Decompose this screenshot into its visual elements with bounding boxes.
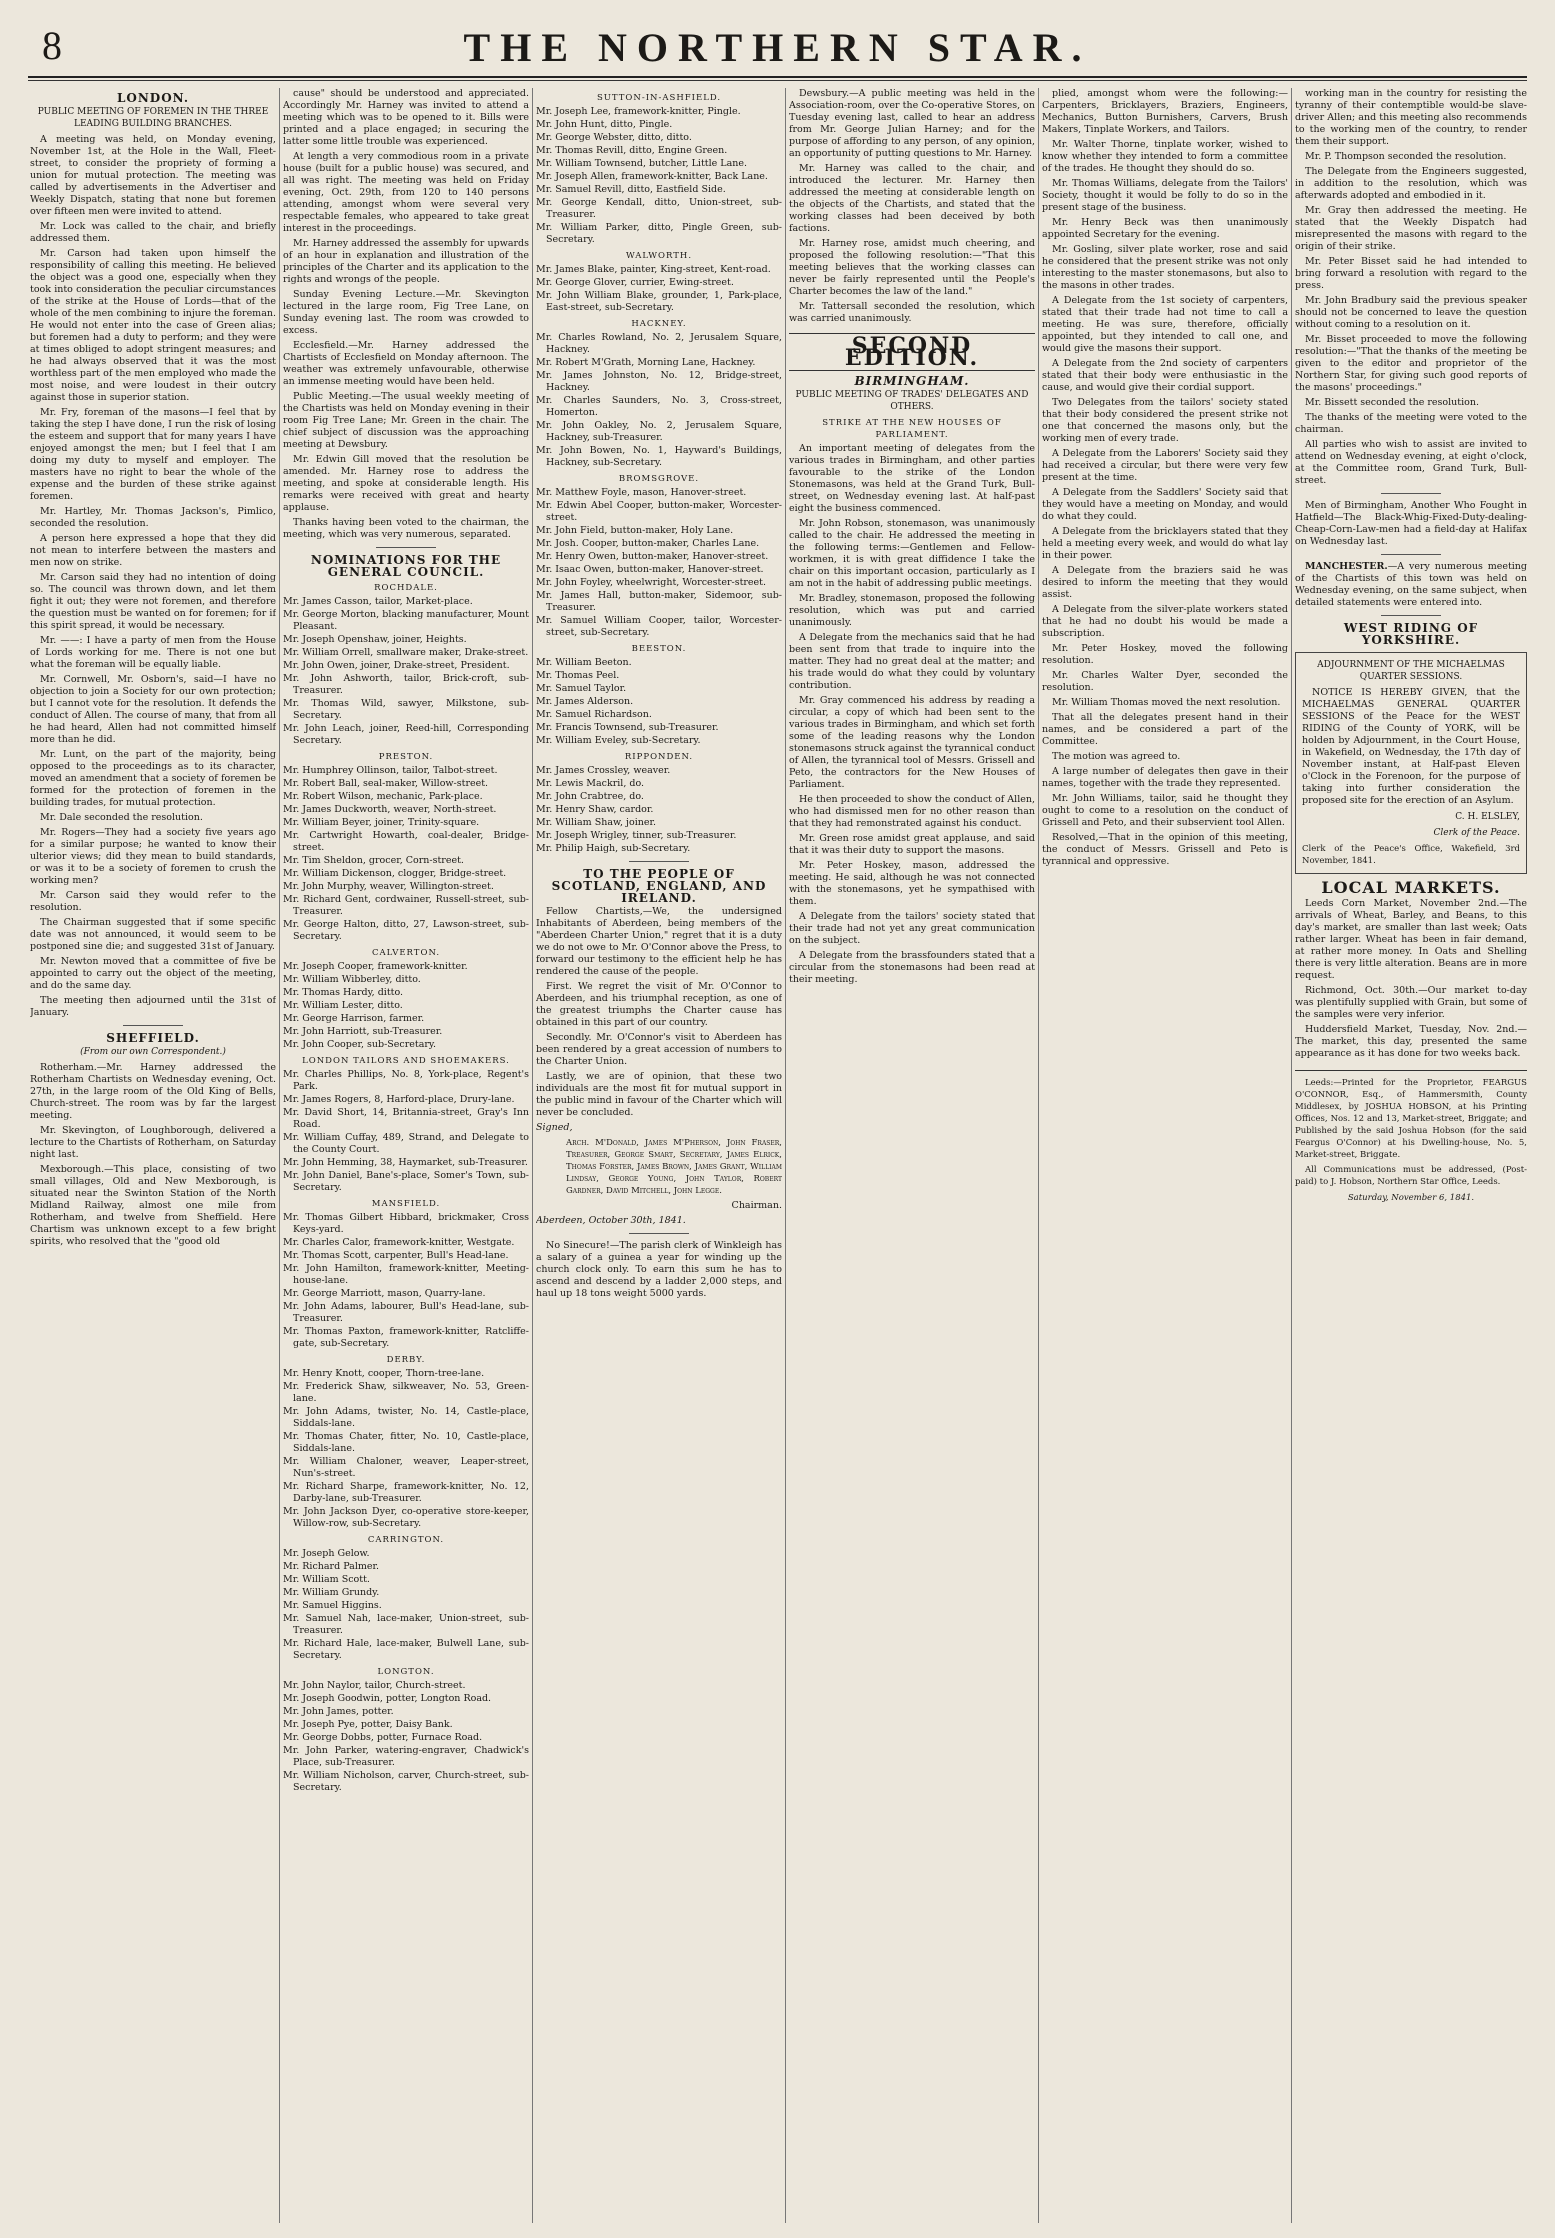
nominee: Mr. John Field, button-maker, Holy Lane. [536,525,734,536]
nominee: Mr. Joseph Goodwin, potter, Longton Road. [283,1693,492,1704]
nomination-names [536,264,782,314]
paragraph: Mr. Peter Bisset said he had intended to bring forward a resolution with regard to the press. [1295,256,1527,291]
nomination-place: BEESTON. [631,644,687,654]
nominee: Mr. George Halton, ditto, 27, Lawson-street, sub-Secretary. [283,919,529,942]
paragraph: Mr. John Robson, stonemason, was unanimously called to the chair. He addressed the meeting in the following terms:—Gentlemen and Fellow-workmen, it is with great diffidence I take the chair on this important occasion, particularly as I am not in the habit of addressing public meetings. [789,518,1035,589]
nominee: Mr. William Chaloner, weaver, Leaper-street, Nun's-street. [283,1456,529,1479]
nominee: Mr. Richard Palmer. [283,1561,380,1572]
paragraph: A large number of delegates then gave in their names, together with the trade they represented. [1042,766,1288,789]
paragraph: Mr. ——: I have a party of men from the House of Lords working for me. There is not one but what the foreman will be equally liable. [30,635,276,670]
nominee: Mr. Joseph Allen, framework-knitter, Back Lane. [536,171,768,182]
nominee: Mr. William Grundy. [283,1587,380,1598]
imprint-text: Leeds:—Printed for the Proprietor, FEARGUS O'CONNOR, Esq., of Hammersmith, County Middlesex, by JOSHUA HOBSON, at his Printing Offices, Nos. 12 and 13, Market-street, Briggate; and Published by the said Joshua Hobson (for the said Feargus O'Connor) at his Dwelling-house, No. 5, Market-street, Briggate. [1295,1078,1527,1160]
nominee: Mr. John Naylor, tailor, Church-street. [283,1680,466,1691]
nomination-place: WALWORTH. [625,251,693,261]
nominee: Mr. Samuel Richardson. [536,709,652,720]
paragraph: Mr. Cornwell, Mr. Osborn's, said—I have no objection to join a Society for our own protection; but I cannot vote for the resolution. It defends the conduct of Allen. The course of many, that from all he had heard, Allen had not committed himself more than he did. [30,674,276,745]
section-heading-birmingham: BIRMINGHAM. [854,374,970,388]
nominee: Mr. Charles Rowland, No. 2, Jerusalem Square, Hackney. [536,332,782,355]
paragraph: Mr. Skevington, of Loughborough, delivered a lecture to the Chartists of Rotherham, on Saturday night last. [30,1125,276,1160]
nominee: Mr. John William Blake, grounder, 1, Park-place, East-street, sub-Secretary. [536,290,782,313]
nominee: Mr. John Hemming, 38, Haymarket, sub-Treasurer. [283,1157,528,1168]
nominee: Mr. Edwin Abel Cooper, button-maker, Worcester-street. [536,500,782,523]
nominee: Mr. Richard Hale, lace-maker, Bulwell Lane, sub-Secretary. [283,1638,529,1661]
column-3 [536,88,782,2223]
manchester-heading: MANCHESTER. [1305,561,1388,572]
masthead [28,14,1527,78]
article-subheading-2: STRIKE AT THE NEW HOUSES OF PARLIAMENT. [822,418,1002,440]
nominee: Mr. Robert M'Grath, Morning Lane, Hackney. [536,357,756,368]
paragraph: A Delegate from the Saddlers' Society said that they would have a meeting on Monday, and would do what they could. [1042,487,1288,522]
nominee: Mr. John Harriott, sub-Treasurer. [283,1026,443,1037]
nominee: Mr. William Nicholson, carver, Church-street, sub-Secretary. [283,1770,529,1793]
nominee: Mr. John Hamilton, framework-knitter, Meeting-house-lane. [283,1263,529,1286]
paragraph: A Delegate from the bricklayers stated that they held a meeting every week, and would do what lay in their power. [1042,526,1288,561]
paragraph: Mr. Bissett seconded the resolution. [1305,397,1479,408]
nomination-names [283,765,529,943]
paragraph: Sunday Evening Lecture.—Mr. Skevington lectured in the large room, Fig Tree Lane, on Sunday evening last. The room was crowded to excess. [283,289,529,336]
nominee: Mr. Thomas Chater, fitter, No. 10, Castle-place, Siddals-lane. [283,1431,529,1454]
nominee: Mr. James Casson, tailor, Market-place. [283,596,473,607]
nominee: Mr. Cartwright Howarth, coal-dealer, Bridge-street. [283,830,529,853]
nominee: Mr. Thomas Paxton, framework-knitter, Ratcliffe-gate, sub-Secretary. [283,1326,529,1349]
nominee: Mr. James Alderson. [536,696,634,707]
nominee: Mr. John Cooper, sub-Secretary. [283,1039,437,1050]
paragraph: Mr. Walter Thorne, tinplate worker, wished to know whether they intended to form a committee of the trades. He thought they should do so. [1042,139,1288,174]
nominee: Mr. William Beyer, joiner, Trinity-square. [283,817,480,828]
nominee: Mr. Charles Saunders, No. 3, Cross-street, Homerton. [536,395,782,418]
paragraph: A Delegate from the silver-plate workers stated that he had no doubt his would be made a subscription. [1042,604,1288,639]
section-heading-sheffield: SHEFFIELD. [106,1031,200,1045]
paragraph: A Delegate from the tailors' society stated that their trade had not yet any great communication on the subject. [789,911,1035,946]
nominee: Mr. John Parker, watering-engraver, Chadwick's Place, sub-Treasurer. [283,1745,529,1768]
paragraph: Richmond, Oct. 30th.—Our market to-day was plentifully supplied with Grain, but some of the samples were very inferior. [1295,985,1527,1020]
signatories-list: Arch. M'Donald, James M'Pherson, John Fraser, Treasurer, George Smart, Secretary, James Elrick, Thomas Forster, James Brown, James Grant, William Lindsay, George Young, John Taylor, Robert Gardner, David Mitchell, John Legge. [566,1138,782,1196]
paragraph: Mr. Rogers—They had a society five years ago for a similar purpose; he wanted to know their ulterior views; did they mean to build standards, or was it to be a society of foremen to crush the working men? [30,827,276,886]
paragraph: Mr. Gosling, silver plate worker, rose and said he considered that the present strike was not only interesting to the master stonemasons, but also to the masons in other trades. [1042,244,1288,291]
nomination-names [536,106,782,246]
nomination-place: ROCHDALE. [374,583,438,593]
paragraph: Mr. Harney addressed the assembly for upwards of an hour in explanation and illustration of the principles of the Charter and its application to the rights and wrongs of the people. [283,238,529,285]
paragraph: Mr. Gray commenced his address by reading a circular, a copy of which had been sent to the various trades in Birmingham, and which set forth some of the leading reasons why the London stonemasons struck against the tyrannical conduct of Allen, the tyrannical tool of Messrs. Grissell and Peto, the contractors for the New Houses of Parliament. [789,695,1035,790]
signatories-title: Signed, [536,1122,573,1133]
chairman-label: Chairman. [731,1200,782,1211]
paragraph: First. We regret the visit of Mr. O'Connor to Aberdeen, and his triumphal reception, as one of the greatest triumphs the Charter cause has obtained in this part of our country. [536,981,782,1028]
nomination-names [283,1548,529,1662]
nomination-place: LONDON TAILORS AND SHOEMAKERS. [302,1056,510,1066]
nomination-names [536,487,782,639]
column-2 [283,88,529,2223]
nominee: Mr. John Hunt, ditto, Pingle. [536,119,673,130]
nominee: Mr. Lewis Mackril, do. [536,778,645,789]
nominee: Mr. James Duckworth, weaver, North-street. [283,804,497,815]
nominee: Mr. Joseph Openshaw, joiner, Heights. [283,634,467,645]
paragraph: Rotherham.—Mr. Harney addressed the Rotherham Chartists on Wednesday evening, Oct. 27th, in the large room of the Old King of Bells, Church-street. The room was by far the largest meeting. [30,1062,276,1121]
paragraph: Two Delegates from the tailors' society stated that their body considered the present strike not one that concerned the masons only, but the working men of every trade. [1042,397,1288,444]
correspondent-line: (From our own Correspondent.) [80,1047,226,1057]
column-4 [789,88,1035,2223]
paragraph: Mr. Harney was called to the chair, and introduced the lecturer. Mr. Harney then addressed the meeting at considerable length on the objects of the Chartists, and stated that the working classes had been deceived by both factions. [789,163,1035,234]
paragraph: A meeting was held, on Monday evening, November 1st, at the Hole in the Wall, Fleet-street, to consider the propriety of forming a union for mutual protection. The meeting was called by advertisements in the Advertiser and Weekly Dispatch, stating that none but foremen over fifteen men were invited to attend. [30,134,276,217]
manchester-paragraph [1295,561,1527,609]
paragraph: Ecclesfield.—Mr. Harney addressed the Chartists of Ecclesfield on Monday afternoon. The weather was extremely unfavourable, otherwise an immense meeting would have been held. [283,340,529,387]
nominee: Mr. John Bowen, No. 1, Hayward's Buildings, Hackney, sub-Secretary. [536,445,782,468]
paragraph: Mr. Edwin Gill moved that the resolution be amended. Mr. Harney rose to address the meeting, and spoke at considerable length. His remarks were received with great and hearty applause. [283,454,529,513]
nominee: Mr. George Glover, currier, Ewing-street. [536,277,734,288]
paragraph: Mr. Charles Walter Dyer, seconded the resolution. [1042,670,1288,693]
nominee: Mr. John Jackson Dyer, co-operative store-keeper, Willow-row, sub-Secretary. [283,1506,529,1529]
nominee: Mr. William Beeton. [536,657,632,668]
paragraph: Public Meeting.—The usual weekly meeting of the Chartists was held on Monday evening in their room Fig Tree Lane; Mr. Green in the chair. The chief subject of discussion was the approaching meeting at Dewsbury. [283,391,529,450]
column-divider [1038,88,1039,2223]
paragraph: A person here expressed a hope that they did not mean to interfere between the masters and men now on strike. [30,533,276,568]
nominee: Mr. Frederick Shaw, silkweaver, No. 53, Green-lane. [283,1381,529,1404]
nominee: Mr. John Daniel, Bane's-place, Somer's Town, sub-Secretary. [283,1170,529,1193]
nominee: Mr. James Rogers, 8, Harford-place, Drury-lane. [283,1094,515,1105]
nominee: Mr. William Wibberley, ditto. [283,974,421,985]
notice-office-line: Clerk of the Peace's Office, Wakefield, 3rd November, 1841. [1302,844,1520,866]
nomination-names [536,657,782,747]
notice-body: NOTICE IS HEREBY GIVEN, that the MICHAELMAS GENERAL QUARTER SESSIONS of the Peace for the WEST RIDING of the County of YORK, will be holden by Adjournment, in the Court House, in Wakefield, on Wednesday, the 17th day of November instant, at Half-past Eleven o'Clock in the Forenoon, for the purpose of taking into further consideration the proposed site for the erection of an Asylum. [1302,687,1520,806]
paragraph: Mr. Hartley, Mr. Thomas Jackson's, Pimlico, seconded the resolution. [30,506,276,529]
nominee: Mr. Henry Knott, cooper, Thorn-tree-lane. [283,1368,485,1379]
paragraph: plied, amongst whom were the following:—Carpenters, Bricklayers, Braziers, Engineers, Mechanics, Button Burnishers, Carvers, Brush Makers, Tinplate Workers, and Tailors. [1042,88,1288,135]
paragraph: Mr. P. Thompson seconded the resolution. [1305,151,1507,162]
paragraph: Mr. Peter Hoskey, moved the following resolution. [1042,643,1288,666]
paragraph: The motion was agreed to. [1052,751,1181,762]
newspaper-title: THE NORTHERN STAR. [463,25,1092,70]
nominee: Mr. John Oakley, No. 2, Jerusalem Square, Hackney, sub-Treasurer. [536,420,782,443]
paragraph: Secondly. Mr. O'Connor's visit to Aberdeen has been rendered by a great accession of numbers to the Charter Union. [536,1032,782,1067]
divider [1381,554,1441,555]
article-body [30,134,276,1019]
nominee: Mr. Joseph Pye, potter, Daisy Bank. [283,1719,453,1730]
nomination-names [283,1680,529,1794]
nominee: Mr. Richard Gent, cordwainer, Russell-street, sub-Treasurer. [283,894,529,917]
paragraph: Mr. Henry Beck was then unanimously appointed Secretary for the evening. [1042,217,1288,240]
paragraph: Leeds Corn Market, November 2nd.—The arrivals of Wheat, Barley, and Beans, to this day's market, are smaller than last week; Oats rather larger. Wheat has been in fair demand, at rather more money. In Oats and Shelling there is very little alteration. Beans are in more request. [1295,898,1527,981]
paragraph: working man in the country for resisting the tyranny of their contemptible would-be slave-driver Allen; and this meeting also recommends to the working men of the country, to render them their support. [1295,88,1527,147]
dateline: Aberdeen, October 30th, 1841. [536,1215,686,1226]
nominee: Mr. George Harrison, farmer. [283,1013,425,1024]
address-heading: TO THE PEOPLE OF SCOTLAND, ENGLAND, AND IRELAND. [551,867,767,905]
nominee: Mr. John Ashworth, tailor, Brick-croft, sub-Treasurer. [283,673,529,696]
section-heading-london: LONDON. [116,91,190,105]
nominee: Mr. Henry Owen, button-maker, Hanover-street. [536,551,769,562]
paragraph: Mr. Carson said they had no intention of doing so. The council was thrown down, and let them fight it out; they were not foremen, and therefore the question must be wanted on for foremen; for if this spirit spread, it would be necessary. [30,572,276,631]
nominations-list [283,582,529,1794]
paragraph: Mr. Lunt, on the part of the majority, being opposed to the proceedings as to its character, moved an amendment that a society of foremen be formed for the protection of foremen in the building trades, for mutual protection. [30,749,276,808]
nominee: Mr. Josh. Cooper, button-maker, Charles Lane. [536,538,760,549]
sessions-notice [1295,652,1527,874]
divider [629,861,689,862]
paragraph: Resolved,—That in the opinion of this meeting, the conduct of Messrs. Grissell and Peto is tyrannical and oppressive. [1042,832,1288,867]
nominee: Mr. John Crabtree, do. [536,791,644,802]
nominee: Mr. Joseph Lee, framework-knitter, Pingle. [536,106,741,117]
divider [376,547,436,548]
nominee: Mr. William Shaw, joiner. [536,817,657,828]
paragraph: A Delegate from the brassfounders stated that a circular from the stonemasons had been read at their meeting. [789,950,1035,985]
nominee: Mr. Richard Sharpe, framework-knitter, No. 12, Darby-lane, sub-Treasurer. [283,1481,529,1504]
paragraph: At length a very commodious room in a private house (built for a public house) was secured, and all was right. The meeting was held on Friday evening, Oct. 29th, from 120 to 140 persons attending, amongst whom were several very respectable females, who appeared to take great interest in the proceedings. [283,151,529,234]
nominee: Mr. Samuel Taylor. [536,683,627,694]
nominee: Mr. Thomas Peel. [536,670,620,681]
nomination-place: SUTTON-IN-ASHFIELD. [596,93,722,103]
nominee: Mr. Samuel William Cooper, tailor, Worcester-street, sub-Secretary. [536,615,782,638]
paragraph: Mr. Newton moved that a committee of five be appointed to carry out the object of the meeting, and do the same day. [30,956,276,991]
page-number: 8 [42,23,62,68]
nominee: Mr. Thomas Hardy, ditto. [283,987,404,998]
nominee: Mr. William Eveley, sub-Secretary. [536,735,701,746]
paragraph: cause" should be understood and appreciated. Accordingly Mr. Harney was invited to attend a meeting which was to be opened to it. Bills were printed and a place engaged; in securing the latter some little trouble was experienced. [283,88,529,147]
nominee: Mr. Robert Ball, seal-maker, Willow-street. [283,778,489,789]
nominee: Mr. Tim Sheldon, grocer, Corn-street. [283,855,464,866]
nominee: Mr. Joseph Cooper, framework-knitter. [283,961,468,972]
paragraph: The Chairman suggested that if some specific date was not announced, it would seem to be postponed sine die; and suggested 31st of January. [30,917,276,952]
notice-paragraph: No Sinecure!—The parish clerk of Winkleigh has a salary of a guinea a year for winding up the church clock only. To earn this sum he has to ascend and descend by a ladder 2,000 steps, and haul up 18 tons weight 5000 yards. [536,1240,782,1299]
notice-signature-title: Clerk of the Peace. [1433,828,1520,838]
nominee: Mr. Thomas Scott, carpenter, Bull's Head-lane. [283,1250,509,1261]
nominations-heading: NOMINATIONS FOR THE GENERAL COUNCIL. [310,553,502,579]
paragraph: An important meeting of delegates from the various trades in Birmingham, and other parties favourable to the strike of the London Stonemasons, was held at the Grand Turk, Bull-street, on Wednesday evening last. At half-past eight the business commenced. [789,443,1035,514]
notice-signature: C. H. ELSLEY, [1455,812,1520,822]
nominee: Mr. William Orrell, smallware maker, Drake-street. [283,647,529,658]
nominee: Mr. William Scott. [283,1574,370,1585]
nomination-place: CALVERTON. [371,948,441,958]
nomination-place: PRESTON. [378,752,434,762]
nominee: Mr. Robert Wilson, mechanic, Park-place. [283,791,483,802]
notice-subheading: ADJOURNMENT OF THE MICHAELMAS QUARTER SESSIONS. [1317,660,1505,682]
nominee: Mr. Joseph Wrigley, tinner, sub-Treasurer. [536,830,737,841]
masthead-rule [28,80,1527,81]
paragraph: Mr. Peter Hoskey, mason, addressed the meeting. He said, although he was not connected with the stonemasons, yet he sympathised with them. [789,860,1035,907]
nomination-names [283,961,529,1051]
local-markets-heading: LOCAL MARKETS. [1321,878,1501,897]
nominee: Mr. James Johnston, No. 12, Bridge-street, Hackney. [536,370,782,393]
nomination-names [283,596,529,747]
paragraph: A Delegate from the braziers said he was desired to inform the meeting that they would assist. [1042,565,1288,600]
nominee: Mr. David Short, 14, Britannia-street, Gray's Inn Road. [283,1107,529,1130]
nominee: Mr. Samuel Revill, ditto, Eastfield Side. [536,184,726,195]
nominee: Mr. William Dickenson, clogger, Bridge-street. [283,868,507,879]
nomination-names [283,1212,529,1350]
nominee: Mr. Philip Haigh, sub-Secretary. [536,843,691,854]
nominee: Mr. Samuel Higgins. [283,1600,382,1611]
nomination-names [283,1368,529,1530]
nominee: Mr. Charles Phillips, No. 8, York-place, Regent's Park. [283,1069,529,1092]
nominations-list [536,92,782,855]
divider [1381,493,1441,494]
paragraph: He then proceeded to show the conduct of Allen, who had dismissed men for no other reason than that they had remonstrated against his conduct. [789,794,1035,829]
nomination-place: RIPPONDEN. [624,752,694,762]
paragraph: Huddersfield Market, Tuesday, Nov. 2nd.—The market, this day, presented the same appearance as it has done for two weeks back. [1295,1024,1527,1059]
nominee: Mr. John Adams, labourer, Bull's Head-lane, sub-Treasurer. [283,1301,529,1324]
nominee: Mr. Joseph Gelow. [283,1548,370,1559]
nominee: Mr. John James, potter. [283,1706,394,1717]
paragraph: That all the delegates present hand in their names, and be considered a part of the Committee. [1042,712,1288,747]
paragraph: The thanks of the meeting were voted to the chairman. [1295,412,1527,435]
paragraph: Mr. Tattersall seconded the resolution, which was carried unanimously. [789,301,1035,324]
paragraph: A Delegate from the mechanics said that he had been sent from that trade to inquire into the matter. They had no great deal at the matter; and his trade would do what they could by voluntary contribution. [789,632,1035,691]
column-divider [785,88,786,2223]
paragraph: Mr. Dale seconded the resolution. [40,812,203,823]
divider [123,1025,183,1026]
paragraph: Thanks having been voted to the chairman, the meeting, which was very numerous, separated. [283,517,529,540]
nominee: Mr. Humphrey Ollinson, tailor, Talbot-street. [283,765,498,776]
nominee: Mr. William Townsend, butcher, Little Lane. [536,158,748,169]
nominee: Mr. George Marriott, mason, Quarry-lane. [283,1288,486,1299]
nomination-place: BROMSGROVE. [618,474,700,484]
paragraph: The meeting then adjourned until the 31st of January. [30,995,276,1018]
divider [629,1233,689,1234]
nominee: Mr. James Crossley, weaver. [536,765,671,776]
nominee: Mr. George Morton, blacking manufacturer, Mount Pleasant. [283,609,529,632]
nomination-place: HACKNEY. [631,319,687,329]
paragraph: All parties who wish to assist are invited to attend on Wednesday evening, at eight o'clock, at the Committee room, Grand Turk, Bull-street. [1295,439,1527,486]
nominee: Mr. Matthew Foyle, mason, Hanover-street. [536,487,747,498]
paragraph: Mr. Bradley, stonemason, proposed the following resolution, which was put and carried unanimously. [789,593,1035,628]
nominee: Mr. John Foyley, wheelwright, Worcester-street. [536,577,767,588]
manchester-text: —A very numerous meeting of the Chartists of this town was held on Wednesday evening, on the same subject, when detailed statements were entered into. [1295,561,1527,608]
paragraph: Mr. William Thomas moved the next resolution. [1052,697,1281,708]
paragraph: Mr. Bisset proceeded to move the following resolution:—"That the thanks of the meeting be given to the editor and proprietor of the Northern Star, for giving such good reports of the masons' proceedings." [1295,334,1527,393]
nomination-place: LONGTON. [377,1667,435,1677]
nomination-names [283,1069,529,1194]
paragraph: A Delegate from the Laborers' Society said they had received a circular, but there were very few present at the time. [1042,448,1288,483]
paragraph: Men of Birmingham, Another Who Fought in Hatfield—The Black-Whig-Fixed-Duty-dealing-Cheap-Corn-Law-men had a field-day at Halifax on Wednesday last. [1295,500,1527,547]
nominee: Mr. Charles Calor, framework-knitter, Westgate. [283,1237,515,1248]
nominee: Mr. George Dobbs, potter, Furnace Road. [283,1732,483,1743]
nominee: Mr. Thomas Wild, sawyer, Milkstone, sub-Secretary. [283,698,529,721]
nominee: Mr. Henry Shaw, cardor. [536,804,654,815]
paragraph: Mr. Fry, foreman of the masons—I feel that by taking the step I have done, I run the risk of losing the esteem and support that for many years I have enjoyed amongst the men; but I feel that I am doing my duty to myself and employer. The masters have no right to bear the whole of the expense and the burden of these strike against foremen. [30,407,276,502]
printer-imprint [1295,1070,1527,1204]
paragraph: The Delegate from the Engineers suggested, in addition to the resolution, which was afterwards adopted and embodied in it. [1295,166,1527,201]
paragraph: Fellow Chartists,—We, the undersigned Inhabitants of Aberdeen, being members of the "Aberdeen Charter Union," regret that it is a duty we do not owe to Mr. O'Connor above the Press, to forward our testimony to the efficient help he has rendered the cause of the people. [536,906,782,977]
column-divider [1291,88,1292,2223]
column-divider [532,88,533,2223]
nominee: Mr. Francis Townsend, sub-Treasurer. [536,722,719,733]
nomination-names [536,332,782,469]
nominee: Mr. Thomas Revill, ditto, Engine Green. [536,145,728,156]
nominee: Mr. John Owen, joiner, Drake-street, President. [283,660,510,671]
column-divider [279,88,280,2223]
nominee: Mr. Isaac Owen, button-maker, Hanover-street. [536,564,764,575]
paragraph: Mexborough.—This place, consisting of two small villages, Old and New Mexborough, is situated near the Swinton Station of the North Midland Railway, almost one mile from Rotherham, and twelve from Sheffield. Here Chartism was unknown except to a few bright spirits, who resolved that the "good old [30,1164,276,1247]
paragraph: Mr. Green rose amidst great applause, and said that it was their duty to support the masons. [789,833,1035,856]
nominee: Mr. James Blake, painter, King-street, Kent-road. [536,264,771,275]
paragraph: Mr. John Bradbury said the previous speaker should not be concerned to leave the question without coming to a resolution on it. [1295,295,1527,330]
nominee: Mr. George Webster, ditto, ditto. [536,132,692,143]
paragraph: Mr. Lock was called to the chair, and briefly addressed them. [30,221,276,244]
paragraph: Mr. Gray then addressed the meeting. He stated that the Weekly Dispatch had misrepresented the masons with regard to the origin of their strike. [1295,205,1527,252]
nominee: Mr. Thomas Gilbert Hibbard, brickmaker, Cross Keys-yard. [283,1212,529,1235]
paragraph: Mr. Thomas Williams, delegate from the Tailors' Society, thought it would be folly to do so in the present stage of the business. [1042,178,1288,213]
nominee: Mr. William Parker, ditto, Pingle Green, sub-Secretary. [536,222,782,245]
paragraph: Lastly, we are of opinion, that these two individuals are the most fit for mutual support in the public mind in favour of the Charter which will never be concluded. [536,1071,782,1118]
nomination-place: DERBY. [386,1355,426,1365]
paragraph: Mr. John Williams, tailor, said he thought they ought to come to a resolution on the conduct of Grissell and Peto, and their subservient tool Allen. [1042,793,1288,828]
nomination-names [536,765,782,855]
nominee: Mr. John Adams, twister, No. 14, Castle-place, Siddals-lane. [283,1406,529,1429]
nominee: Mr. Samuel Nah, lace-maker, Union-street, sub-Treasurer. [283,1613,529,1636]
nominee: Mr. George Kendall, ditto, Union-street, sub-Treasurer. [536,197,782,220]
paragraph: Mr. Carson said they would refer to the resolution. [30,890,276,913]
nominee: Mr. John Leach, joiner, Reed-hill, Corresponding Secretary. [283,723,529,746]
second-edition-banner: SECOND EDITION. [789,333,1035,371]
nomination-place: CARRINGTON. [367,1535,445,1545]
column-5 [1042,88,1288,2223]
west-riding-heading: WEST RIDING OF YORKSHIRE. [1343,621,1479,647]
paragraph: Mr. Harney rose, amidst much cheering, and proposed the following resolution:—"That this meeting believes that the working classes can never be fairly represented until the People's Charter becomes the law of the land." [789,238,1035,297]
issue-date: Saturday, November 6, 1841. [1347,1193,1475,1203]
nomination-place: MANSFIELD. [371,1199,441,1209]
article-subheading: PUBLIC MEETING OF FOREMEN IN THE THREE LEADING BUILDING BRANCHES. [37,107,269,129]
paragraph: Mr. Carson had taken upon himself the responsibility of calling this meeting. He believed the object was a good one, especially when they took into consideration the peculiar circumstances of the strike at the House of Lords—that of the whole of the men combining to injure the foreman. He would not enter into the case of Green alias; but foremen had a duty to perform; and they were at times obliged to adopt stringent measures; and he had always observed that it was the most worthless part of the men employed who made the most noise, and were loudest in their outcry against those in superior station. [30,248,276,403]
imprint-text: All Communications must be addressed, (Post-paid) to J. Hobson, Northern Star Office, Leeds. [1295,1165,1527,1187]
nominee: Mr. William Lester, ditto. [283,1000,403,1011]
paragraph: A Delegate from the 2nd society of carpenters stated that their body were enthusiastic in the cause, and would give their cordial support. [1042,358,1288,393]
column-6 [1295,88,1527,2223]
nominee: Mr. John Murphy, weaver, Willington-street. [283,881,494,892]
nominee: Mr. William Cuffay, 489, Strand, and Delegate to the County Court. [283,1132,529,1155]
nominee: Mr. James Hall, button-maker, Sidemoor, sub-Treasurer. [536,590,782,613]
divider [1381,615,1441,616]
column-1 [30,88,276,2223]
paragraph: A Delegate from the 1st society of carpenters, stated that their trade had not time to call a meeting. He was sure, therefore, officially appointed, but they intended to call one, and would give the masons their support. [1042,295,1288,354]
article-subheading: PUBLIC MEETING OF TRADES' DELEGATES AND OTHERS. [795,390,1029,412]
paragraph: Dewsbury.—A public meeting was held in the Association-room, over the Co-operative Stores, on Tuesday evening last, called to hear an address from Mr. George Julian Harney; and for the purpose of affording to any person, of any opinion, an opportunity of putting questions to Mr. Harney. [789,88,1035,159]
